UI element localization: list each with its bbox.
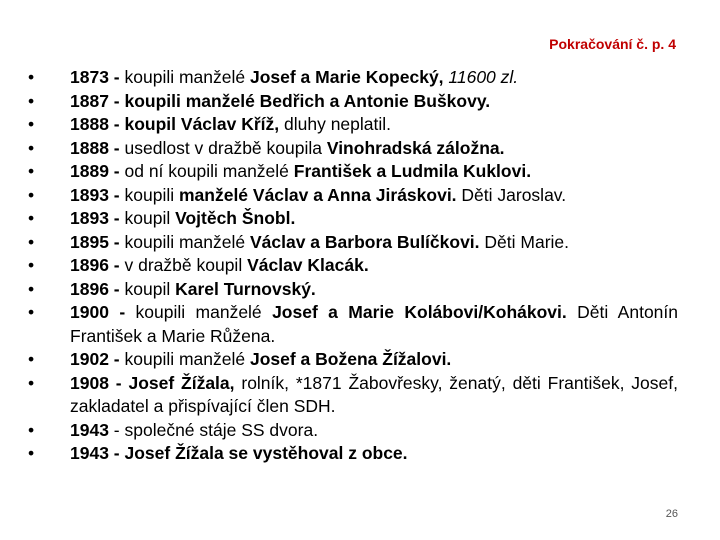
bullet-icon: • — [28, 161, 35, 181]
history-entry — [28, 113, 678, 137]
history-entry — [28, 372, 678, 419]
continuation-header: Pokračování č. p. 4 — [549, 36, 676, 52]
bullet-icon: • — [28, 208, 35, 228]
entry-text-segment: - — [108, 67, 125, 87]
entry-text-segment: - koupili manželé Bedřich a Antonie Buškovy. — [108, 90, 491, 111]
bullet-icon: • — [28, 184, 35, 205]
entry-text-segment: usedlost v dražbě koupila — [124, 137, 327, 158]
bullet-icon: • — [28, 137, 35, 158]
entry-text-segment: - — [108, 231, 125, 252]
entry-year: 1896 — [70, 255, 109, 275]
bullet-icon: • — [28, 419, 35, 440]
entry-text-segment: od ní koupili manželé — [124, 161, 294, 181]
entry-text-segment: - — [108, 208, 125, 228]
entry-text-segment: rolník, *1871 Žabovřesky, ženatý, děti František, Josef, zakladatel a přispívající člen SDH. — [70, 372, 678, 416]
bullet-icon: • — [28, 255, 35, 275]
page-number: 26 — [665, 508, 678, 520]
entry-text-segment: Josef a Marie Kolábovi/Kohákovi. — [272, 302, 567, 322]
entry-year: 1888 — [70, 114, 109, 134]
history-entry — [28, 184, 678, 208]
entry-text-segment: koupili — [124, 184, 179, 205]
entry-text-segment: - společné stáje SS dvora. — [108, 419, 319, 440]
history-entry — [28, 231, 678, 255]
history-entry — [28, 90, 678, 114]
history-entry — [28, 207, 678, 231]
entry-text-segment: - — [108, 184, 125, 205]
entry-text-segment: - — [108, 255, 125, 275]
history-entry — [28, 278, 678, 302]
history-entry — [28, 301, 678, 348]
entry-text-segment: - — [108, 137, 125, 158]
bullet-icon: • — [28, 372, 35, 393]
history-entry-list — [28, 66, 678, 466]
entry-year: 1888 — [70, 137, 109, 158]
history-entry — [28, 442, 678, 466]
history-entry — [28, 160, 678, 184]
entry-text-segment: - koupil — [108, 114, 181, 134]
entry-text-segment: dluhy neplatil. — [279, 114, 392, 134]
entry-year: 1895 — [70, 231, 109, 252]
entry-text-segment: koupil — [124, 278, 176, 299]
entry-text-segment: Josef a Božena Žížalovi. — [249, 349, 452, 369]
entry-text-segment: - — [108, 278, 125, 299]
entry-text-segment: Josef a Marie Kopecký, — [249, 67, 444, 87]
entry-year: 1896 — [70, 278, 109, 299]
history-entry — [28, 348, 678, 372]
entry-text-segment: Václav Klacák. — [247, 255, 369, 275]
entry-text-segment: koupili manželé — [135, 302, 273, 322]
history-entry — [28, 66, 678, 90]
entry-year: 1889 — [70, 161, 109, 181]
entry-text-segment: koupil — [124, 208, 176, 228]
history-entry — [28, 137, 678, 161]
entry-text-segment: - — [108, 161, 125, 181]
entry-year: 1887 — [70, 90, 109, 111]
entry-text-segment: manželé Václav a Anna Jiráskovi. — [178, 184, 457, 205]
entry-text-segment: Václav Kříž, — [180, 114, 280, 134]
bullet-icon: • — [28, 443, 35, 463]
entry-text-segment: - — [108, 302, 136, 322]
history-entry — [28, 419, 678, 443]
entry-year: 1900 — [70, 302, 109, 322]
bullet-icon: • — [28, 349, 35, 369]
bullet-icon: • — [28, 302, 35, 322]
entry-year: 1908 — [70, 372, 109, 393]
bullet-icon: • — [28, 90, 35, 111]
entry-text-segment: koupili manželé — [124, 67, 250, 87]
entry-year: 1893 — [70, 208, 109, 228]
entry-text-segment: koupili manželé — [124, 231, 250, 252]
entry-text-segment: - Josef Žížala, — [108, 372, 235, 393]
entry-text-segment: Karel Turnovský. — [175, 278, 316, 299]
entry-text-segment: Děti Marie. — [479, 231, 570, 252]
bullet-icon: • — [28, 278, 35, 299]
entry-year: 1943 — [70, 419, 109, 440]
bullet-icon: • — [28, 67, 35, 87]
entry-year: 1902 — [70, 349, 109, 369]
entry-year: 1943 — [70, 443, 109, 463]
entry-text-segment: Děti Antonín František a Marie Růžena. — [70, 302, 679, 346]
entry-text-segment: František a Ludmila Kuklovi. — [293, 161, 532, 181]
entry-text-segment: 11600 zl. — [448, 67, 519, 87]
entry-text-segment: - Josef Žížala se vystěhoval z obce. — [108, 443, 408, 463]
history-entry — [28, 254, 678, 278]
bullet-icon: • — [28, 231, 35, 252]
entry-text-segment: Děti Jaroslav. — [456, 184, 567, 205]
entry-text-segment: Vinohradská záložna. — [326, 137, 505, 158]
bullet-icon: • — [28, 114, 35, 134]
entry-text-segment: - — [108, 349, 125, 369]
entry-year: 1873 — [70, 67, 109, 87]
entry-text-segment: Václav a Barbora Bulíčkovi. — [249, 231, 480, 252]
entry-text-segment: koupili manželé — [124, 349, 250, 369]
entry-year: 1893 — [70, 184, 109, 205]
entry-text-segment: v dražbě koupil — [124, 255, 248, 275]
entry-text-segment: Vojtěch Šnobl. — [175, 208, 296, 228]
